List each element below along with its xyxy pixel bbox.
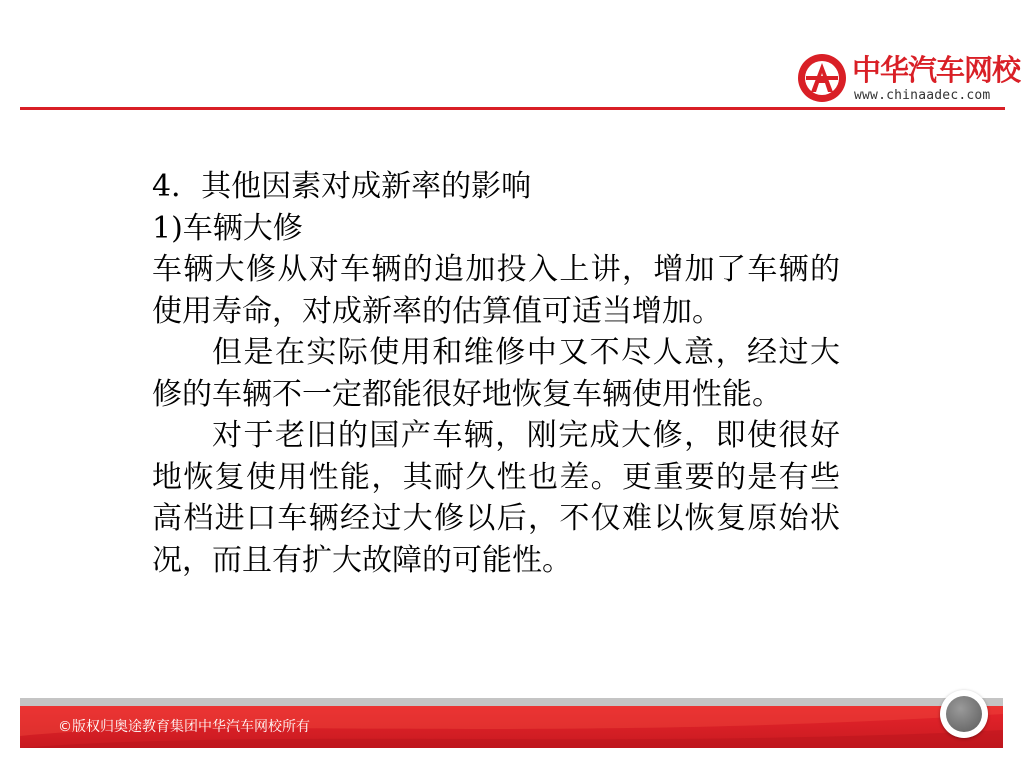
body-paragraph: 车辆大修从对车辆的追加投入上讲，增加了车辆的使用寿命，对成新率的估算值可适当增加。 — [152, 252, 840, 329]
header-divider — [20, 107, 1005, 110]
body-paragraph: 对于老旧的国产车辆，刚完成大修，即使很好地恢复使用性能，其耐久性也差。更重要的是有些高档进口车辆经过大修以后，不仅难以恢复原始状况，而且有扩大故障的可能性。 — [152, 418, 840, 578]
footer-divider — [20, 698, 1003, 706]
footer-band — [20, 706, 1003, 748]
brand-emblem-icon — [796, 52, 848, 104]
section-heading: 4．其他因素对成新率的影响 — [152, 169, 532, 204]
page-indicator-dot — [946, 696, 982, 732]
copyright-notice: ©版权归奥途教育集团中华汽车网校所有 — [58, 719, 310, 735]
page-indicator — [940, 690, 988, 738]
brand-logo — [796, 50, 1021, 108]
brand-name: 中华汽车网校 — [852, 53, 1021, 87]
subsection-heading: 1)车辆大修 — [152, 210, 303, 246]
body-paragraph: 但是在实际使用和维修中又不尽人意，经过大修的车辆不一定都能很好地恢复车辆使用性能。 — [152, 335, 840, 412]
slide-body — [152, 166, 840, 581]
brand-url: www.chinaadec.com — [854, 88, 991, 103]
